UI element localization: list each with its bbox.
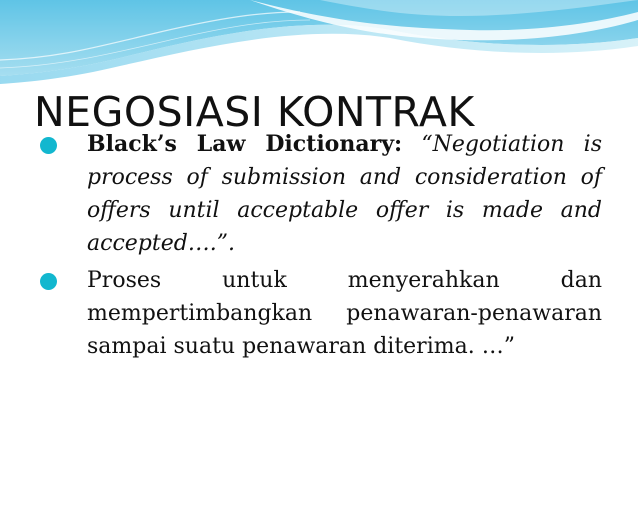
bullet-item (40, 128, 602, 260)
bullet-text (87, 128, 602, 260)
header-wave-decoration (0, 0, 638, 90)
bullet-list (40, 128, 602, 367)
bullet-text: Proses untuk menyerahkan dan mempertimbangkan penawaran-penawaran sampai suatu penawaran diterima. …” (87, 268, 602, 359)
bullet-item (40, 264, 602, 363)
bullet-dot-icon (40, 273, 57, 290)
definition-quote: “Negotiation is process of submission and consideration of offers until acceptable offer is made and accepted….”. (87, 132, 603, 256)
bullet-dot-icon (40, 137, 57, 154)
slide-title: NEGOSIASI KONTRAK (34, 88, 475, 136)
definition-term: Black’s Law Dictionary: (87, 131, 403, 157)
